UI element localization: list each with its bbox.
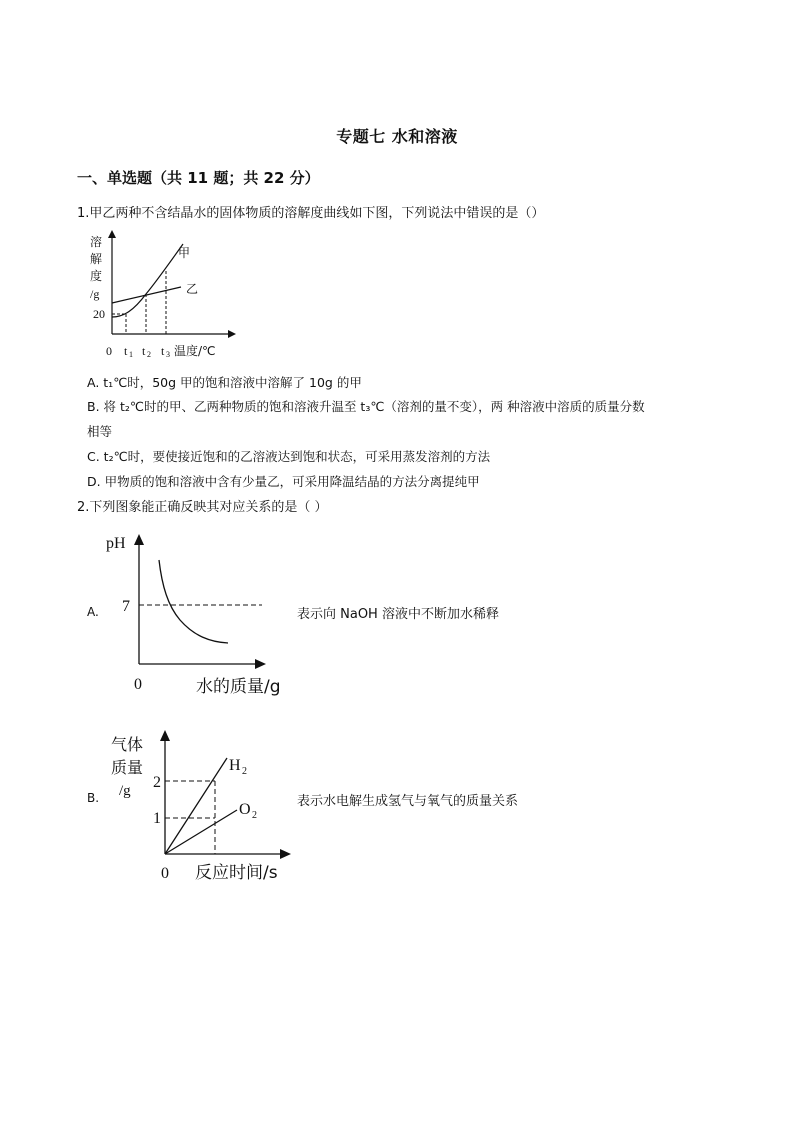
question-1-option-c: C. t₂℃时，要使接近饱和的乙溶液达到饱和状态，可采用蒸发溶剂的方法: [87, 449, 491, 464]
question-1-option-a: A. t₁℃时，50g 甲的饱和溶液中溶解了 10g 的甲: [87, 375, 362, 390]
y-label-4: /g: [90, 287, 100, 301]
series-label-yi: 乙: [186, 282, 199, 296]
x-tick-t1: t: [124, 344, 128, 358]
line-h2: [165, 758, 227, 854]
question-1-option-b-cont: 相等: [87, 424, 113, 439]
series-label-o2-sub: 2: [252, 810, 257, 821]
electrolysis-chart: [105, 726, 295, 886]
x-axis-arrow-icon: [255, 659, 266, 669]
line-o2: [165, 810, 237, 854]
series-label-h2: H: [229, 757, 241, 774]
x-axis-arrow-icon: [280, 849, 291, 859]
section-heading: 一、单选题（共 11 题；共 22 分）: [77, 169, 320, 187]
x-axis-label: 水的质量/g: [196, 677, 281, 697]
question-1-stem: 1.甲乙两种不含结晶水的固体物质的溶解度曲线如下图，下列说法中错误的是（）: [77, 206, 545, 221]
question-2-option-b-letter: B.: [87, 791, 100, 805]
y-tick-7: 7: [122, 598, 130, 615]
origin-label: 0: [134, 676, 142, 693]
y-axis-label: pH: [106, 535, 126, 552]
y-label-1: 溶: [90, 235, 103, 249]
origin-label: 0: [161, 865, 169, 882]
series-label-jia: 甲: [178, 246, 191, 260]
question-1-option-b: B. 将 t₂℃时的甲、乙两种物质的饱和溶液升温至 t₃℃（溶剂的量不变），两 种溶液中溶质的质量分数: [87, 399, 645, 414]
y-axis-arrow-icon: [160, 730, 170, 741]
question-1-option-d: D. 甲物质的饱和溶液中含有少量乙，可采用降温结晶的方法分离提纯甲: [87, 474, 480, 489]
y-axis-arrow-icon: [134, 534, 144, 545]
solubility-chart: [84, 224, 244, 364]
question-2-stem: 2.下列图象能正确反映其对应关系的是（ ）: [77, 500, 328, 515]
y-label-2: 解: [90, 252, 103, 266]
y-axis-arrow-icon: [108, 230, 116, 238]
question-2-option-a-letter: A.: [87, 605, 99, 619]
x-tick-t3-sub: 3: [166, 350, 170, 359]
ph-dilution-chart: [100, 526, 300, 701]
y-tick-20: 20: [93, 307, 105, 321]
y-tick-2: 2: [153, 774, 161, 791]
y-tick-1: 1: [153, 810, 161, 827]
y-label-3: 度: [90, 269, 103, 283]
series-label-o2: O: [239, 801, 251, 818]
series-label-h2-sub: 2: [242, 766, 247, 777]
x-tick-t3: t: [161, 344, 165, 358]
y-label-1: 气体: [111, 735, 144, 754]
x-axis-label: 反应时间/s: [195, 863, 278, 883]
question-2-option-a-caption: 表示向 NaOH 溶液中不断加水稀释: [297, 607, 499, 622]
question-2-option-b-caption: 表示水电解生成氢气与氧气的质量关系: [297, 794, 519, 809]
x-tick-t2: t: [142, 344, 146, 358]
x-axis-arrow-icon: [228, 330, 236, 338]
origin-label: 0: [106, 344, 112, 358]
x-axis-label: 温度/℃: [174, 344, 216, 358]
page-title: 专题七 水和溶液: [336, 127, 458, 146]
ph-curve: [159, 560, 228, 643]
x-tick-t2-sub: 2: [147, 350, 151, 359]
y-label-2: 质量: [111, 758, 144, 777]
y-label-3: /g: [119, 783, 131, 799]
curve-jia: [112, 244, 183, 317]
x-tick-t1-sub: 1: [129, 350, 133, 359]
